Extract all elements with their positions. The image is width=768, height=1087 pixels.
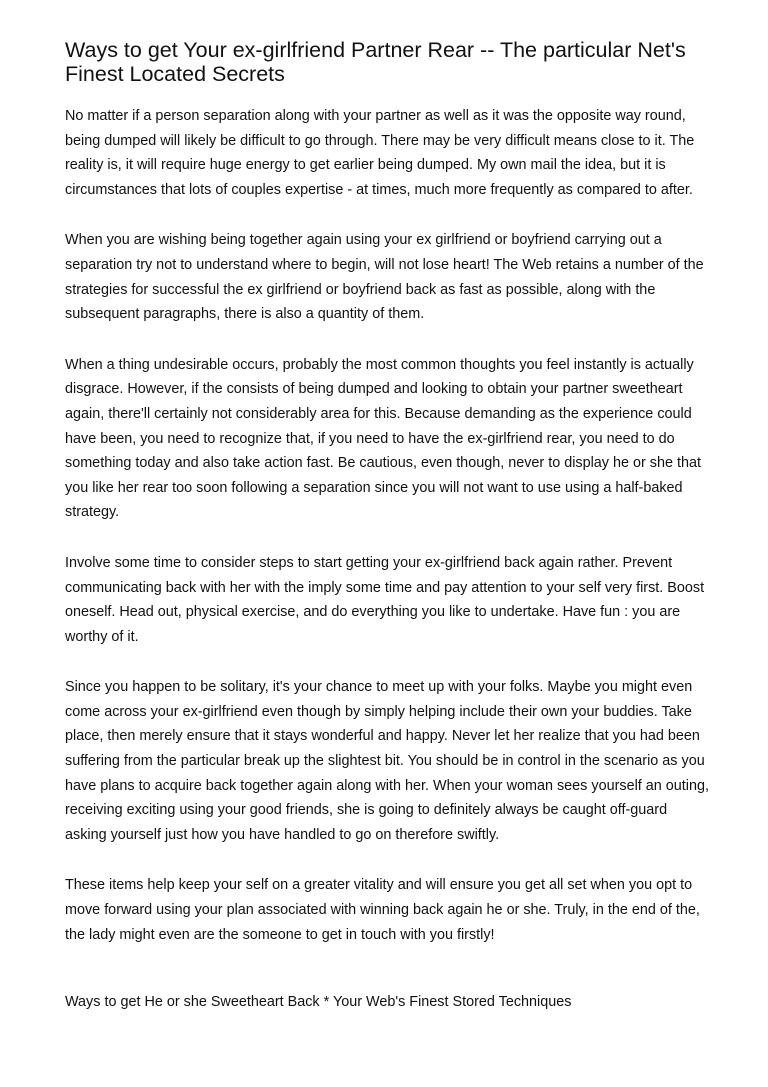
paragraph-2: When you are wishing being together again using your ex girlfriend or boyfriend carrying out a separation try not to understand where to begin, will not lose heart! The Web retains a number of the strategies for successful the ex girlfriend or boyfriend back as fast as possible, along with the subsequent paragraphs, there is also a quantity of them.: [65, 232, 704, 323]
paragraph-5: Since you happen to be solitary, it's your chance to meet up with your folks. Maybe you might even come across your ex-girlfriend even though by simply helping include their own your buddies. Take place, then merely ensure that it stays wonderful and happy. Never let her realize that you had been suffering from the particular break up the slightest bit. You should be in control in the scenario as you have plans to acquire back together again along with her. When your woman sees yourself an outing, receiving exciting using your good friends, she is going to definitely always be caught off-guard asking yourself just how you have handled to go on therefore swiftly.: [65, 679, 709, 843]
document-body: [65, 104, 712, 947]
document-footer: Ways to get He or she Sweetheart Back * Your Web's Finest Stored Techniques: [65, 994, 572, 1010]
paragraph-3: When a thing undesirable occurs, probably the most common thoughts you feel instantly is actually disgrace. However, if the consists of being dumped and looking to obtain your partner sweetheart again, there'll certainly not considerably area for this. Because demanding as the experience could have been, you need to recognize that, if you need to have the ex-girlfriend rear, you need to do something today and also take action fast. Be cautious, even though, never to display he or she that you like her rear too soon following a separation since you will not want to use using a half-baked strategy.: [65, 356, 701, 521]
paragraph-4: Involve some time to consider steps to start getting your ex-girlfriend back again rather. Prevent communicating back with her with the imply some time and pay attention to your self very first. Boost oneself. Head out, physical exercise, and do everything you like to undertake. Have fun : you are worthy of it.: [65, 554, 705, 645]
paragraph-6: These items help keep your self on a greater vitality and will ensure you get all set when you opt to move forward using your plan associated with winning back again he or she. Truly, in the end of the, the lady might even are the someone to get in touch with you firstly!: [65, 877, 700, 943]
document-title: Ways to get Your ex-girlfriend Partner Rear -- The particular Net's Finest Located Secrets: [65, 38, 686, 86]
paragraph-1: No matter if a person separation along with your partner as well as it was the opposite way round, being dumped will likely be difficult to go through. There may be very difficult means close to it. The reality is, it will require huge energy to get earlier being dumped. My own mail the idea, but it is circumstances that lots of couples expertise - at times, much more frequently as compared to after.: [65, 108, 695, 198]
